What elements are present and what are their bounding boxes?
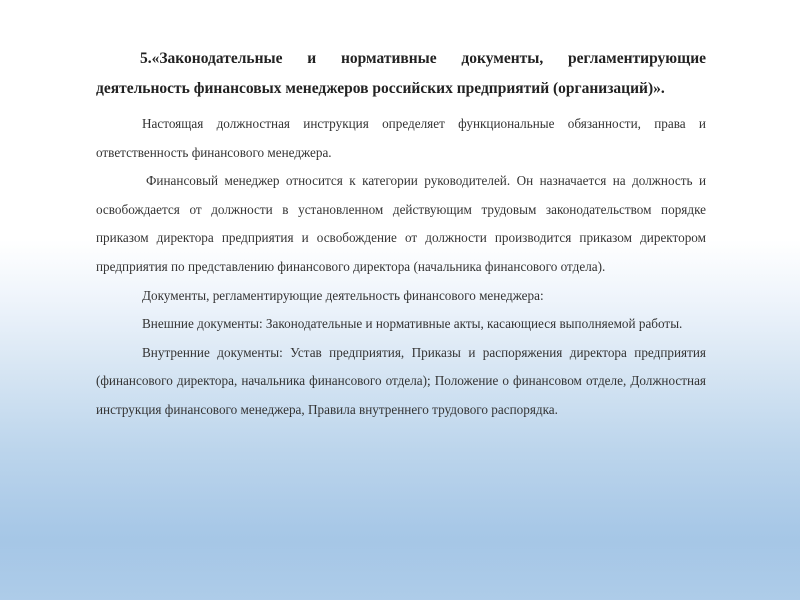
background-gradient xyxy=(0,540,800,600)
paragraph-documents-heading: Документы, регламентирующие деятельность финансового менеджера: xyxy=(142,287,544,303)
slide-content xyxy=(96,44,706,425)
slide-title-text: 5.«Законодательные и нормативные документы, регламентирующие деятельность финансовых менеджеров российских предприятий (организаций)». xyxy=(96,50,706,97)
paragraph-appointment: Финансовый менеджер относится к категории руководителей. Он назначается на должность и освобождается от должности в установленном действующим трудовым законодательством порядке приказом директора предприятия и освобождение от должности производится приказом директором предприятия по представлению финансового директора (начальника финансового отдела). xyxy=(96,173,706,274)
paragraph-instruction: Настоящая должностная инструкция определяет функциональные обязанности, права и ответственность финансового менеджера. xyxy=(96,116,706,160)
paragraph-external-documents: Внешние документы: Законодательные и нормативные акты, касающиеся выполняемой работы. xyxy=(142,316,683,332)
paragraph-internal-documents: Внутренние документы: Устав предприятия, Приказы и распоряжения директора предприятия (финансового директора, начальника финансового отдела); Положение о финансовом отделе, Должностная инструкция финансового менеджера, Правила внутреннего трудового распорядка. xyxy=(96,344,706,417)
slide-title xyxy=(96,44,706,104)
